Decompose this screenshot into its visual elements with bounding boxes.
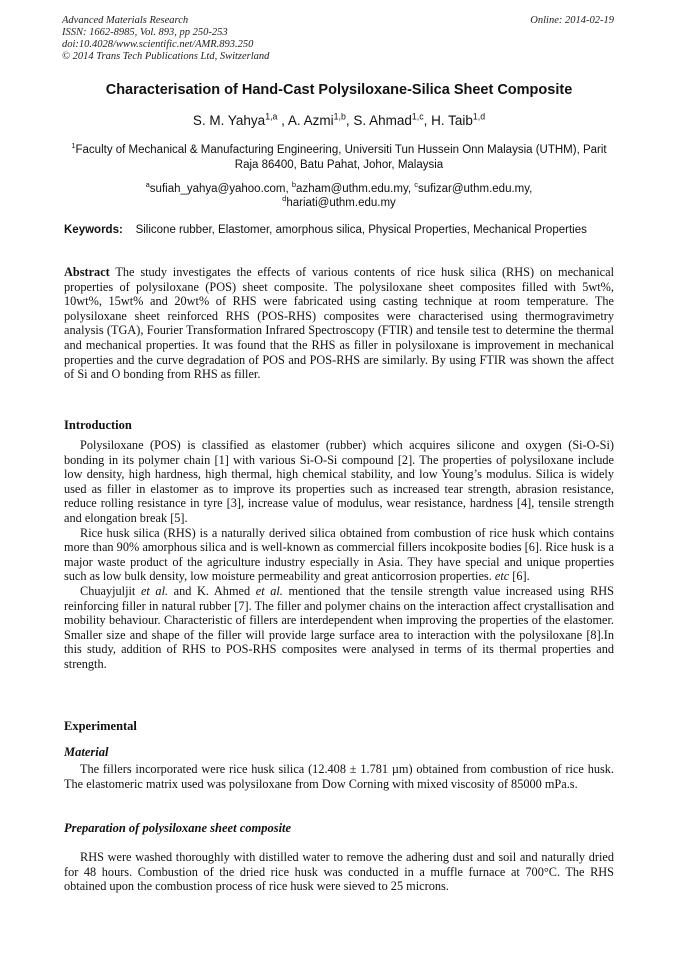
intro-p3-etal: et al. xyxy=(140,583,169,598)
keywords-text: Silicone rubber, Elastomer, amorphous silica, Physical Properties, Mechanical Properties xyxy=(135,224,587,236)
intro-paragraph-2 xyxy=(64,526,614,584)
author-list xyxy=(40,113,638,128)
intro-p2-etc: etc xyxy=(494,569,510,584)
author-emails xyxy=(70,182,608,210)
preparation-body xyxy=(64,850,614,894)
preparation-heading: Preparation of polysiloxane sheet composite xyxy=(64,821,292,835)
email-d[interactable]: hariati@uthm.edu.my xyxy=(286,197,396,209)
material-heading: Material xyxy=(64,745,109,759)
author-sup: 1,b xyxy=(333,111,346,122)
keywords-label: Keywords: xyxy=(64,224,123,236)
author-name: , H. Taib xyxy=(423,113,473,128)
email-sup: d xyxy=(282,194,287,204)
author-sup: 1,d xyxy=(472,111,486,122)
affiliation-sup: 1 xyxy=(71,141,76,151)
email-b[interactable]: azham@uthm.edu.my, xyxy=(296,183,415,195)
intro-p3-text: mentioned that the tensile strength value increased using RHS reinforcing filler in natural rubber [7]. The filler and polymer chains on the interaction affect crystallisation and mobility behaviour. Characteristic of fillers are interdependent when improving the properties of the elastomer. Smaller size and shape of the filler will provide large surface area to interaction with the polysiloxane [8].In this study, addition of RHS to POS-RHS composites were analysed in terms of its thermal properties and strength. xyxy=(64,583,614,671)
intro-p2-text: Rice husk silica (RHS) is a naturally derived silica obtained from combustion of rice husk which contains more than 90% amorphous silica and is well-known as commercial fillers incokposite bodies [6]. Rice husk is a major waste product of the agriculture industry especially in Asia. They have special and unique properties such as low bulk density, low moisture permeability and great anticorrosion properties. xyxy=(64,525,614,584)
author-name: , A. Azmi xyxy=(277,113,334,128)
introduction-heading: Introduction xyxy=(64,418,132,432)
keywords xyxy=(64,224,614,237)
material-paragraph: The fillers incorporated were rice husk silica (12.408 ± 1.781 µm) obtained from combustion of rice husk. The elastomeric matrix used was polysiloxane from Dow Corning with mixed viscosity of 85000 mPa.s. xyxy=(64,762,614,791)
email-sup: c xyxy=(414,180,418,190)
email-c[interactable]: sufizar@uthm.edu.my, xyxy=(417,183,533,195)
author-name: S. M. Yahya xyxy=(192,113,266,128)
affiliation-text: Faculty of Mechanical & Manufacturing Engineering, Universiti Tun Hussein Onn Malaysia (UTHM), Parit Raja 86400, Batu Pahat, Johor, Malaysia xyxy=(75,144,607,171)
introduction-body xyxy=(64,438,614,672)
affiliation xyxy=(70,143,608,173)
abstract-text: The study investigates the effects of various contents of rice husk silica (RHS) on mechanical properties of polysiloxane (POS) sheet composite. The polysiloxane sheet composites filled with 5wt%, 10wt%, 15wt% and 20wt% of RHS were fabricated using casting technique at room temperature. The polysiloxane sheet reinforced RHS (POS-RHS) composites were characterised using thermogravimetry analysis (TGA), Fourier Transformation Infrared Spectroscopy (FTIR) and tensile test to determine the thermal and mechanical properties. It was found that the RHS as filler in polysiloxane is improvement in mechanical properties and the curve degradation of POS and POS-RHS are similarly. By using FTIR was shown the affect of Si and O bonding from RHS as filler. xyxy=(64,265,614,382)
author-sup: 1,a xyxy=(265,111,278,122)
email-a[interactable]: sufiah_yahya@yahoo.com, xyxy=(149,183,292,195)
intro-p3-text: Chuayjuljit xyxy=(80,583,141,598)
experimental-heading: Experimental xyxy=(64,719,137,733)
abstract xyxy=(64,265,614,382)
doi-line: doi:10.4028/www.scientific.net/AMR.893.250 xyxy=(62,39,254,50)
preparation-paragraph: RHS were washed thoroughly with distilled water to remove the adhering dust and soil and naturally dried for 48 hours. Combustion of the dried rice husk was conducted in a muffle furnace at 700°C. The RHS obtained upon the combustion process of rice husk were sieved to 25 microns. xyxy=(64,850,614,894)
intro-paragraph-1: Polysiloxane (POS) is classified as elastomer (rubber) which acquires silicone and oxygen (Si-O-Si) bonding in its polymer chain [1] with various Si-O-Si compound [2]. The properties of polysiloxane include low density, high hardness, high thermal, high chemical stability, and low Young’s modulus. Silica is widely used as filler in elastomer as to improve its properties such as increased tear strength, abrasion resistance, reduce rolling resistance in tyre [3], increase value of modulus, wear resistance, hardness [4], tensile strength and elongation break [5]. xyxy=(64,438,614,525)
email-sup: a xyxy=(145,180,150,190)
author-name: , S. Ahmad xyxy=(345,113,412,128)
intro-p2-ref: [6]. xyxy=(509,569,530,584)
issn-line: ISSN: 1662-8985, Vol. 893, pp 250-253 xyxy=(62,27,228,38)
intro-p3-etal: et al. xyxy=(255,583,283,598)
online-date: Online: 2014-02-19 xyxy=(530,15,614,26)
copyright-line: © 2014 Trans Tech Publications Ltd, Switzerland xyxy=(62,51,270,62)
intro-p3-text: and K. Ahmed xyxy=(168,583,256,598)
author-sup: 1,c xyxy=(411,111,424,122)
material-body xyxy=(64,762,614,791)
journal-name: Advanced Materials Research xyxy=(62,15,189,26)
abstract-label: Abstract xyxy=(64,265,110,279)
journal-header xyxy=(62,15,269,63)
email-sup: b xyxy=(291,180,297,190)
paper-title: Characterisation of Hand-Cast Polysiloxane-Silica Sheet Composite xyxy=(105,82,573,98)
intro-paragraph-3 xyxy=(64,584,614,672)
